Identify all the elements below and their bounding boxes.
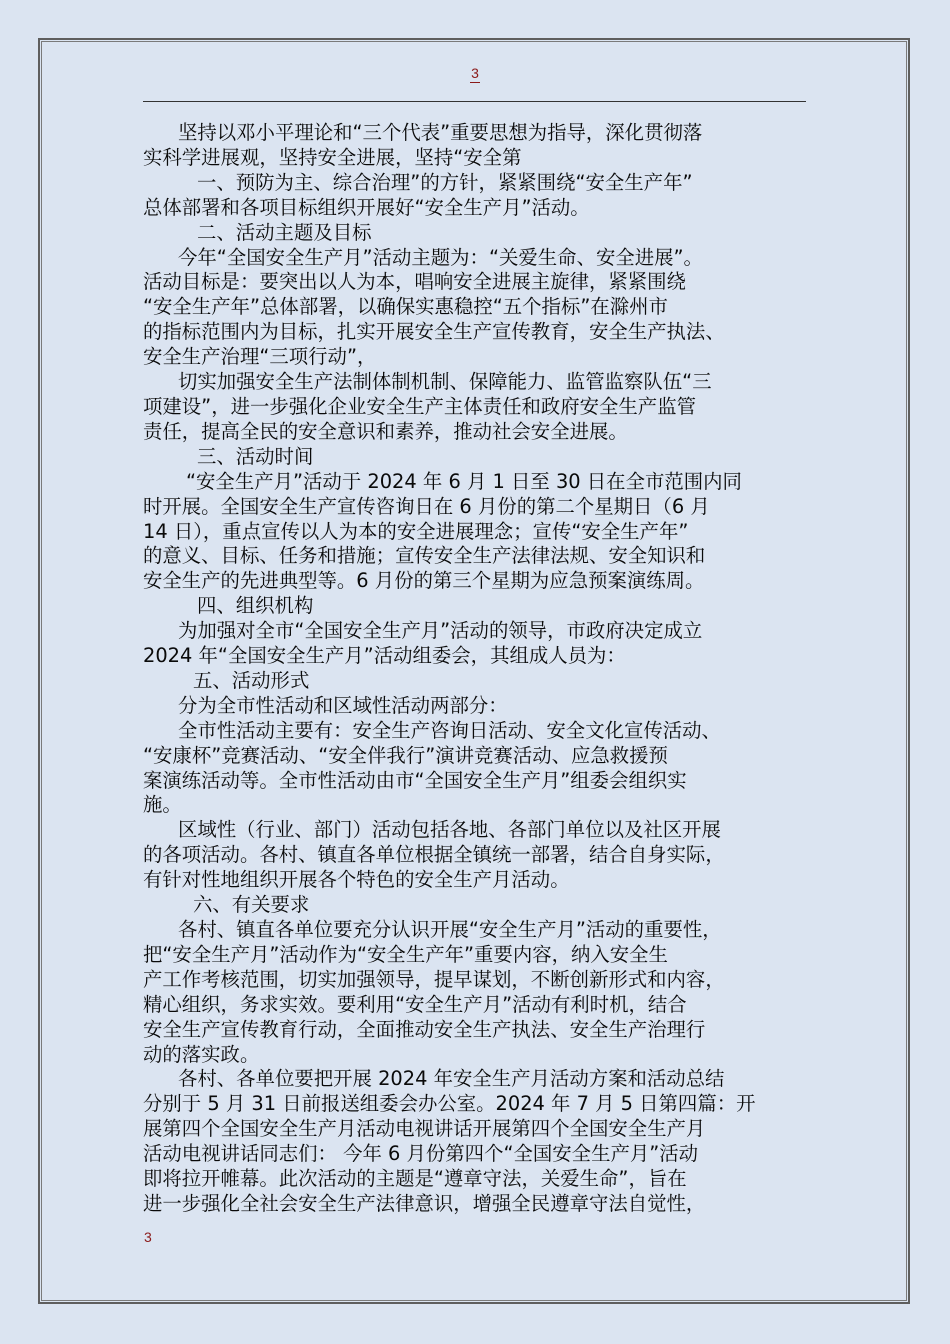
text-line: 展第四个全国安全生产月活动电视讲话开展第四个全国安全生产月 — [143, 1117, 706, 1141]
text-line: 进一步强化全社会安全生产法律意识，增强全民遵章守法自觉性， — [143, 1191, 706, 1215]
text-line: 施。 — [143, 793, 182, 817]
header-page-number — [0, 64, 950, 83]
header-rule — [143, 101, 806, 102]
footer-page-number: 3 — [144, 1229, 152, 1245]
text-line: 即将拉开帷幕。此次活动的主题是“遵章守法，关爱生命”，旨在 — [143, 1167, 687, 1191]
text-line: 14 日），重点宣传以人为本的安全进展理念；宣传“安全生产年” — [143, 519, 689, 543]
text-line: 切实加强安全生产法制体制机制、保障能力、监管监察队伍“三 — [178, 370, 712, 394]
text-line: 的指标范围内为目标，扎实开展安全生产宣传教育，安全生产执法、 — [143, 320, 725, 344]
text-line: 四、组织机构 — [197, 594, 314, 618]
text-line: 安全生产的先进典型等。6 月份的第三个星期为应急预案演练周。 — [143, 569, 705, 593]
text-line: “安全生产年”总体部署，以确保实惠稳控“五个指标”在滁州市 — [143, 295, 668, 319]
text-line: 的意义、目标、任务和措施；宣传安全生产法律法规、安全知识和 — [143, 544, 706, 568]
text-line: “安全生产月”活动于 2024 年 6 月 1 日至 30 日在全市范围内同 — [186, 469, 742, 493]
text-line: 产工作考核范围，切实加强领导，提早谋划，不断创新形式和内容， — [143, 967, 725, 991]
text-line: 活动电视讲话同志们： 今年 6 月份第四个“全国安全生产月”活动 — [143, 1142, 699, 1166]
text-line: 坚持以邓小平理论和“三个代表”重要思想为指导，深化贯彻落 — [178, 121, 703, 144]
text-line: 精心组织，务求实效。要利用“安全生产月”活动有利时机，结合 — [143, 992, 687, 1016]
text-line: 全市性活动主要有：安全生产咨询日活动、安全文化宣传活动、 — [178, 718, 721, 742]
text-line: 安全生产宣传教育行动，全面推动安全生产执法、安全生产治理行 — [143, 1017, 706, 1041]
text-line: 分为全市性活动和区域性活动两部分： — [178, 693, 508, 717]
text-line: 案演练活动等。全市性活动由市“全国安全生产月”组委会组织实 — [143, 768, 687, 792]
text-line: 一、预防为主、综合治理”的方针，紧紧围绕“安全生产年” — [197, 170, 693, 194]
text-line: 分别于 5 月 31 日前报送组委会办公室。2024 年 7 月 5 日第四篇：开 — [143, 1092, 756, 1116]
text-line: 六、有关要求 — [193, 893, 310, 917]
text-line: 区域性（行业、部门）活动包括各地、各部门单位以及社区开展 — [178, 818, 721, 842]
text-line: 总体部署和各项目标组织开展好“安全生产月”活动。 — [143, 195, 590, 219]
text-line: 活动目标是：要突出以人为本，唱响安全进展主旋律，紧紧围绕 — [143, 270, 686, 294]
text-line: 责任，提高全民的安全意识和素养，推动社会安全进展。 — [143, 419, 628, 443]
text-line: 安全生产治理“三项行动”， — [143, 345, 377, 369]
document-body — [143, 121, 813, 1217]
text-line: 有针对性地组织开展各个特色的安全生产月活动。 — [143, 868, 570, 892]
text-line: 把“安全生产月”活动作为“安全生产年”重要内容，纳入安全生 — [143, 942, 668, 966]
text-line: 各村、镇直各单位要充分认识开展“安全生产月”活动的重要性， — [178, 918, 722, 941]
text-line: 时开展。全国安全生产宣传咨询日在 6 月份的第二个星期日（6 月 — [143, 494, 710, 518]
header-page-number-text: 3 — [471, 65, 479, 81]
text-line: 为加强对全市“全国安全生产月”活动的领导，市政府决定成立 — [178, 619, 703, 643]
text-line: 2024 年“全国安全生产月”活动组委会，其组成人员为： — [143, 644, 626, 668]
text-line: 各村、各单位要把开展 2024 年安全生产月活动方案和活动总结 — [178, 1067, 725, 1091]
text-line: “安康杯”竞赛活动、“安全伴我行”演讲竞赛活动、应急救援预 — [143, 743, 668, 767]
text-line: 今年“全国安全生产月”活动主题为：“关爱生命、安全进展”。 — [178, 245, 703, 269]
text-line: 的各项活动。各村、镇直各单位根据全镇统一部署，结合自身实际， — [143, 843, 725, 867]
text-line: 动的落实政。 — [143, 1042, 260, 1066]
text-line: 三、活动时间 — [197, 444, 314, 468]
text-line: 二、活动主题及目标 — [197, 220, 372, 244]
text-line: 实科学进展观，坚持安全进展，坚持“安全第 — [143, 145, 522, 169]
text-line: 五、活动形式 — [193, 668, 310, 692]
text-line: 项建设”，进一步强化企业安全生产主体责任和政府安全生产监管 — [143, 394, 696, 418]
